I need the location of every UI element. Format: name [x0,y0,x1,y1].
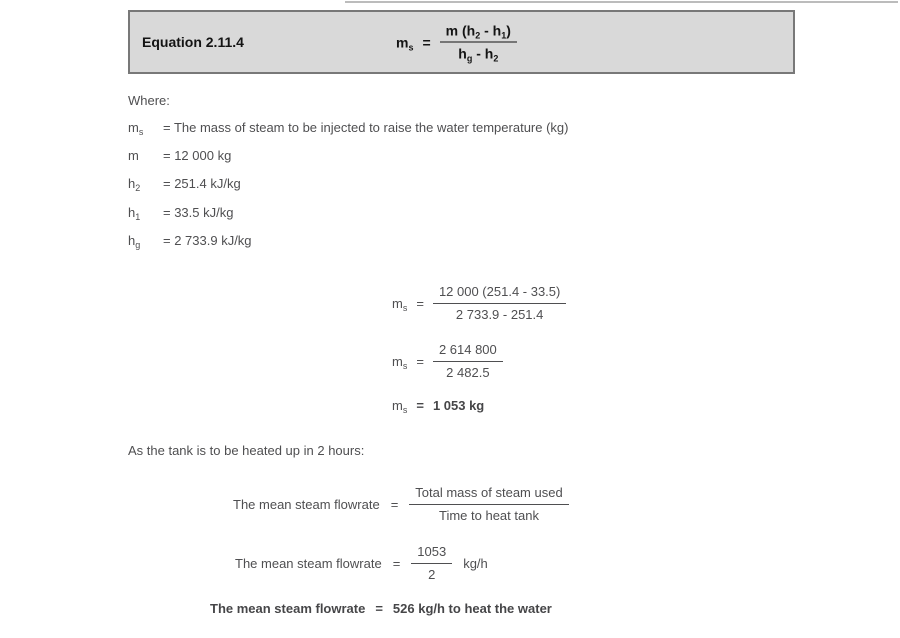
equals-sign: = [422,34,431,50]
equals-sign: = [390,497,399,512]
flowrate-step-2 [235,544,488,583]
fraction-denominator: Time to heat tank [439,508,539,523]
flowrate-unit: kg/h [463,556,488,571]
flowrate-label: The mean steam flowrate [233,497,380,512]
equation-formula [396,23,517,62]
formula-lhs: $m_s$ [392,354,408,371]
calc-step-1 [392,284,566,323]
equals-sign: = [392,556,401,571]
where-row [128,233,252,248]
formula-lhs: $m_s$ [396,34,414,52]
fraction-numerator: 1053 [411,544,452,564]
where-heading: Where: [128,93,170,108]
equation-box [128,10,795,74]
flowrate-step-1 [233,485,569,524]
where-row [128,120,568,135]
fraction-numerator: Total mass of steam used [409,485,568,505]
fraction-denominator: 2 733.9 - 251.4 [455,307,544,322]
top-divider [345,1,898,3]
fraction [409,485,568,524]
symbol-label: $h_1$ [128,205,141,222]
definition-text: = 12 000 kg [163,148,232,163]
calc-result-value: 1 053 kg [432,398,485,413]
equation-number-label: Equation 2.11.4 [142,34,244,50]
where-row [128,176,241,191]
symbol-label: $h_g$ [128,233,141,250]
fraction-numerator: 2 614 800 [433,342,503,362]
flowrate-result [210,601,552,616]
flowrate-label: The mean steam flowrate [210,601,366,616]
formula-lhs: $m_s$ [392,398,408,415]
fraction [440,23,517,62]
definition-text: = 251.4 kJ/kg [163,176,241,191]
fraction-numerator: 12 000 (251.4 - 33.5) [433,284,566,304]
fraction [433,342,503,381]
fraction-denominator: $h_g - h_2$ [458,45,499,64]
equals-sign: = [416,354,424,369]
fraction [433,284,566,323]
fraction-denominator: 2 [428,567,436,582]
calc-result [392,398,484,413]
equals-sign: = [375,601,383,616]
symbol-label: $h_2$ [128,176,141,193]
definition-text: = 2 733.9 kJ/kg [163,233,252,248]
equals-sign: = [416,296,424,311]
symbol-label: $m_s$ [128,120,144,137]
definition-text: = The mass of steam to be injected to raise the water temperature (kg) [163,120,569,135]
definition-text: = 33.5 kJ/kg [163,205,234,220]
fraction-numerator: m $(h_2 - h_1)$ [440,23,517,43]
where-row [128,205,233,220]
note-text: As the tank is to be heated up in 2 hours: [128,443,365,458]
where-row [128,148,231,163]
flowrate-label: The mean steam flowrate [235,556,382,571]
fraction [411,544,452,583]
equals-sign: = [416,398,424,413]
symbol-label: m [128,148,139,163]
fraction-denominator: 2 482.5 [446,365,490,380]
calc-step-2 [392,342,503,381]
formula-lhs: $m_s$ [392,296,408,313]
flowrate-result-value: 526 kg/h to heat the water [392,601,552,616]
